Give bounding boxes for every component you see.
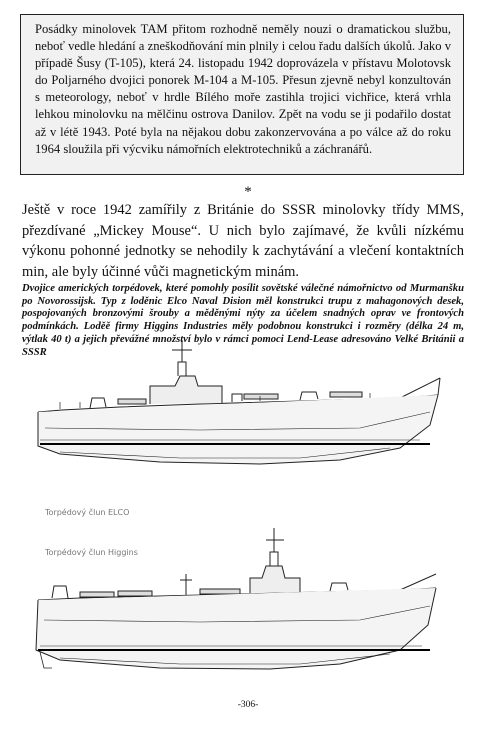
page-number: -306- [237,700,259,710]
section-separator: * [244,184,252,200]
figure-caption: Dvojice amerických torpédovek, které pomohly posílit sovětské válečné námořnictvo od Murmanšku po Novorossijsk. Typ z loděnic Elco Naval Dision měl konstrukci trupu z mahagonových desek, pospojovaných bronzovými šrouby a měděnými nýty za účelem snadných oprav ve frontových podmínkách. Loděě firmy Higgins Industries měly podobnou konstrukci i rozměry (délka 24 m, výtlak 40 t) a jejich převážné množství bylo v rámci pomoci Lend-Lease adresováno Velké Británii a SSSR [22,283,464,358]
higgins-boat-label: Torpédový člun Higgins [45,548,138,557]
elco-boat-label: Torpédový člun ELCO [45,508,130,517]
body-paragraph: Ještě v roce 1942 zamířily z Británie do SSSR minolovky třídy MMS, přezdívané „Mickey Mouse“. U nich bylo zajímavé, že kvůli nízkému výkonu pohonné jednotky se nehodily k zachytávání a vlečení kontaktních min, ale byly účinné vůči magnetickým minám. [22,202,464,280]
sidebar-text: Posádky minolovek TAM přitom rozhodně neměly nouzi o dramatickou službu, neboť vedle hledání a zneškodňování min plnily i celou řadu dalších úkolů. Jako v případě Šusy (T-105), která 24. listopadu 1942 doprovázela v přístavu Molotovsk do Poljarného dvojici ponorek M-104 a M-105. Přesun zjevně nebyl konzultován s meteorology, neboť v hrdle Bílého moře zastihla trojici vichřice, která vrhla lehkou minolovku na mělčinu ostrova Danilov. Zpět na vodu se ji podařilo dostat až v létě 1943. Poté byla na nějakou dobu zakonzervována a po válce až do roku 1964 sloužila při výcviku námořních elektrotechniků a záchranářů. [35,22,451,156]
elco-boat-drawing [38,340,440,464]
